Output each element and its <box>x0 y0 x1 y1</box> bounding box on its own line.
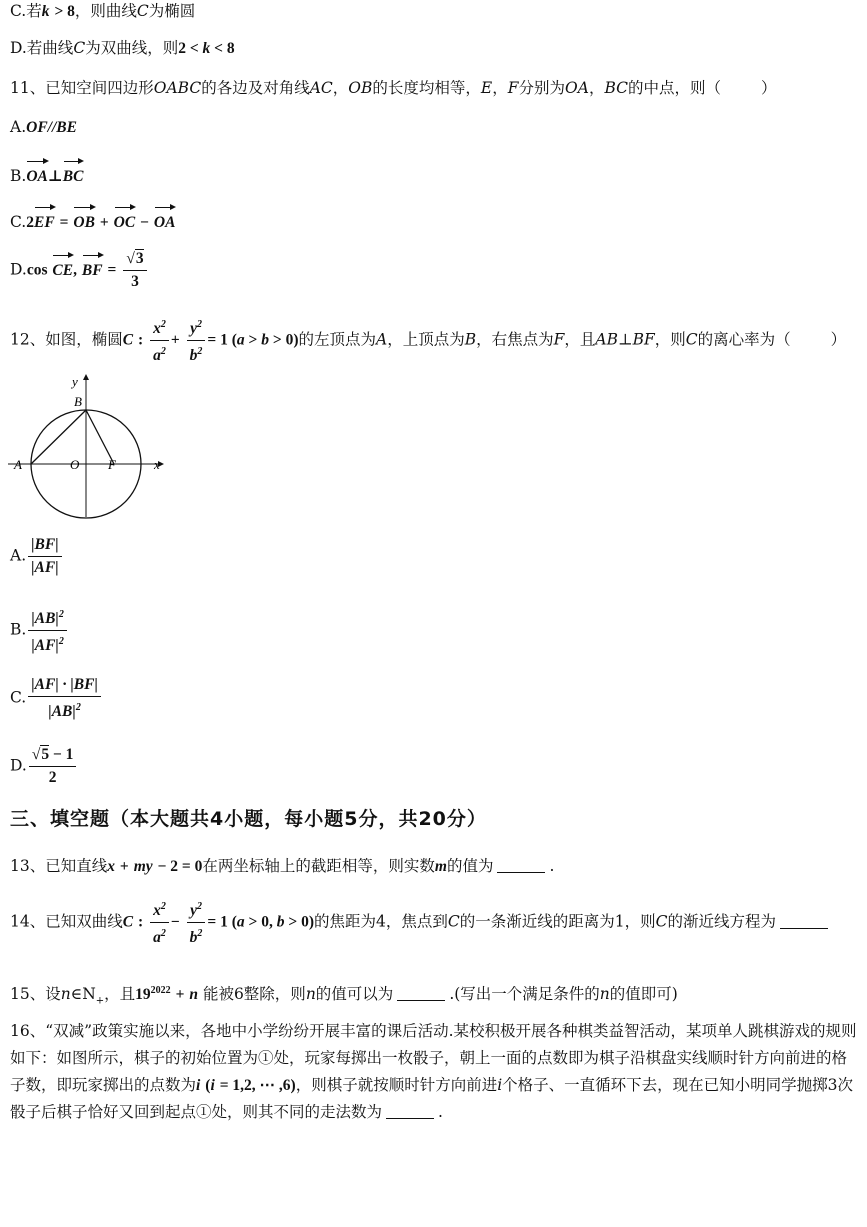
answer-blank[interactable] <box>497 872 545 873</box>
q12-option-a: A. $\frac{|BF|}{|AF|}$ <box>10 534 64 579</box>
q15: 15、设$n\in N_+$，且$19^{2022} + n$ 能被6整除，则n的值可以为 .(写出一个满足条件的n的值即可) <box>10 985 678 1007</box>
q10-option-d: D.若曲线C为双曲线，则2 < k < 8 <box>10 39 235 57</box>
label-a: A <box>14 457 22 472</box>
answer-blank[interactable] <box>386 1118 434 1119</box>
answer-blank[interactable] <box>780 928 828 929</box>
q12-stem: 12、如图，椭圆C : $\frac{x^2}{a^2}$ + $\frac{y^2}{b^2}$ = 1 (a > b > 0)的左顶点为A，上顶点为B，右焦点为F，且AB⊥BF，则C的离心率为（ ） <box>10 314 858 367</box>
label-f: F <box>108 457 116 472</box>
segment-ab <box>31 410 86 464</box>
label-b: B <box>74 394 82 409</box>
segment-bf <box>86 410 114 464</box>
answer-blank[interactable] <box>397 1000 445 1001</box>
label-y: y <box>72 374 78 389</box>
label-x: x <box>154 457 160 472</box>
y-axis-arrow <box>83 374 89 380</box>
label-o: O <box>70 457 80 472</box>
fraction: $\frac{√3}{3}$ <box>123 248 146 293</box>
option-label: C. <box>10 2 27 20</box>
q11-option-a: A.OF//BE <box>10 118 77 136</box>
q12-option-c: C. $\frac{|AF| \cdot |BF|}{|AB|^2}$ <box>10 674 103 723</box>
q11-option-d: D.cos CE, BF = $\frac{√3}{3}$ <box>10 248 149 293</box>
q11-stem: 11、已知空间四边形OABC的各边及对角线AC，OB的长度均相等，E，F分别为OA，BC的中点，则（ ） <box>10 79 777 97</box>
q12-option-d: D. $\frac{√5 - 1}{2}$ <box>10 744 78 789</box>
q11-option-c: C.2EF = OB + OC − OA <box>10 205 175 234</box>
section-title: 三、填空题（本大题共4小题，每小题5分，共20分） <box>10 808 487 830</box>
q10-option-c: C.若k > 8，则曲线C为椭圆 <box>10 2 196 20</box>
q11-option-b: B.OA⊥BC <box>10 159 83 188</box>
q14: 14、已知双曲线C : $\frac{x^2}{a^2}$ − $\frac{y^2}{b^2}$ = 1 (a > 0, b > 0)的焦距为4，焦点到C的一条渐近线的距离为1，则C的渐近线方程为 <box>10 896 858 949</box>
q13: 13、已知直线x + my − 2 = 0在两坐标轴上的截距相等，则实数m的值为 . <box>10 857 555 875</box>
ellipse-figure <box>8 372 168 522</box>
q12-option-b: B. $\frac{|AB|^2}{|AF|^2}$ <box>10 604 69 657</box>
q16: 16、“双减”政策实施以来，各地中小学纷纷开展丰富的课后活动.某校积极开展各种棋类益智活动，某项单人跳棋游戏的规则如下：如图所示，棋子的初始位置为①处，玩家每掷出一枚骰子，朝上一面的点数即为棋子沿棋盘实线顺时针方向前进的格子数，即玩家掷出的点数为i (i = 1,2, ⋯ ,6)，则棋子就按顺时针方向前进i个格子、一直循环下去，现在已知小明同学抛掷3次骰子后棋子恰好又回到起点①处，则其不同的走法数为 . <box>10 1022 857 1121</box>
